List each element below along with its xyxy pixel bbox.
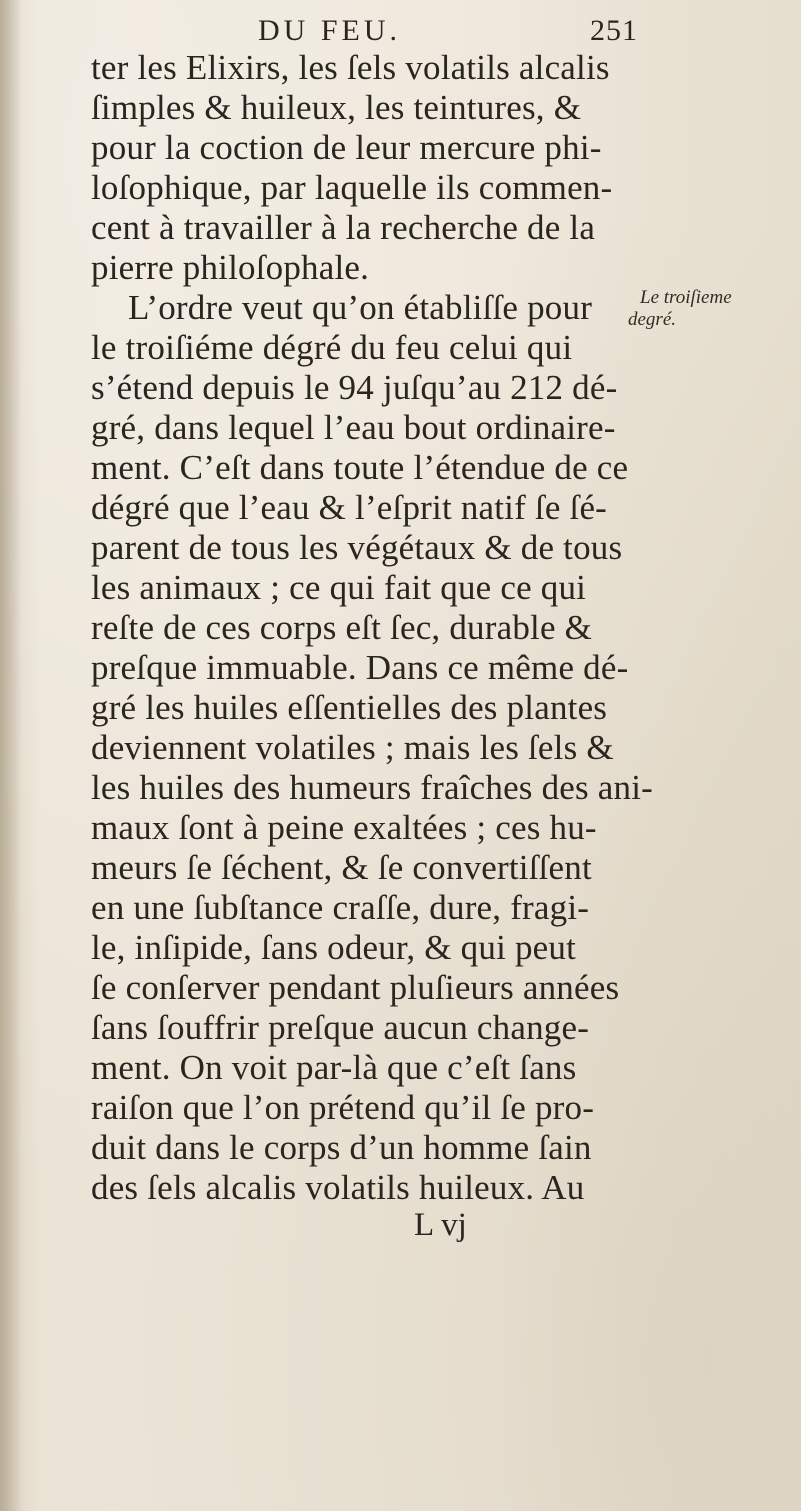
text-line: ſimples & huileux, les teintures, & [91, 88, 582, 127]
text-line: reſte de ces corps eſt ſec, durable & [91, 608, 593, 647]
text-line: preſque immuable. Dans ce même dé- [91, 648, 629, 687]
text-line: ſe conſerver pendant pluſieurs années [91, 968, 620, 1007]
text-line: meurs ſe ſéchent, & ſe convertiſſent [91, 848, 592, 887]
text-line: ment. On voit par-là que c’eſt ſans [91, 1048, 577, 1087]
text-line: gré les huiles eſſentielles des plantes [91, 688, 608, 727]
text-line: maux ſont à peine exaltées ; ces hu- [91, 808, 597, 847]
text-line: duit dans le corps d’un homme ſain [91, 1128, 592, 1167]
text-line: ter les Elixirs, les ſels volatils alcalis [91, 48, 610, 87]
text-line: le, inſipide, ſans odeur, & qui peut [91, 928, 577, 967]
text-line: dégré que l’eau & l’eſprit natif ſe ſé- [91, 488, 608, 527]
running-head: DU FEU. [258, 14, 402, 47]
margin-note-line-1: Le troiſieme [640, 287, 732, 308]
text-line: en une ſubſtance craſſe, dure, fragi- [91, 888, 590, 927]
signature-mark: L vj [414, 1207, 467, 1243]
text-line: gré, dans lequel l’eau bout ordinaire- [91, 408, 616, 447]
text-line: parent de tous les végétaux & de tous [91, 528, 623, 567]
text-line: les huiles des humeurs fraîches des ani- [91, 768, 654, 807]
text-line: des ſels alcalis volatils huileux. Au [91, 1168, 585, 1207]
text-line: ment. C’eſt dans toute l’étendue de ce [91, 448, 629, 487]
text-line: s’étend depuis le 94 juſqu’au 212 dé- [91, 368, 618, 407]
text-line: raiſon que l’on prétend qu’il ſe pro- [91, 1088, 595, 1127]
text-line: le troiſiéme dégré du feu celui qui [91, 328, 573, 367]
text-line: les animaux ; ce qui fait que ce qui [91, 568, 587, 607]
text-line: ſans ſouffrir preſque aucun change- [91, 1008, 590, 1047]
text-line: deviennent volatiles ; mais les ſels & [91, 728, 614, 767]
margin-note-line-2: degré. [628, 309, 677, 330]
text-line: L’ordre veut qu’on établiſſe pour [128, 288, 593, 327]
text-line: pierre philoſophale. [91, 248, 370, 287]
page-number: 251 [590, 14, 638, 47]
text-line: cent à travailler à la recherche de la [91, 208, 596, 247]
text-line: pour la coction de leur mercure phi- [91, 128, 602, 167]
text-line: loſophique, par laquelle ils commen- [91, 168, 613, 207]
page-gutter-shadow [0, 0, 22, 1511]
